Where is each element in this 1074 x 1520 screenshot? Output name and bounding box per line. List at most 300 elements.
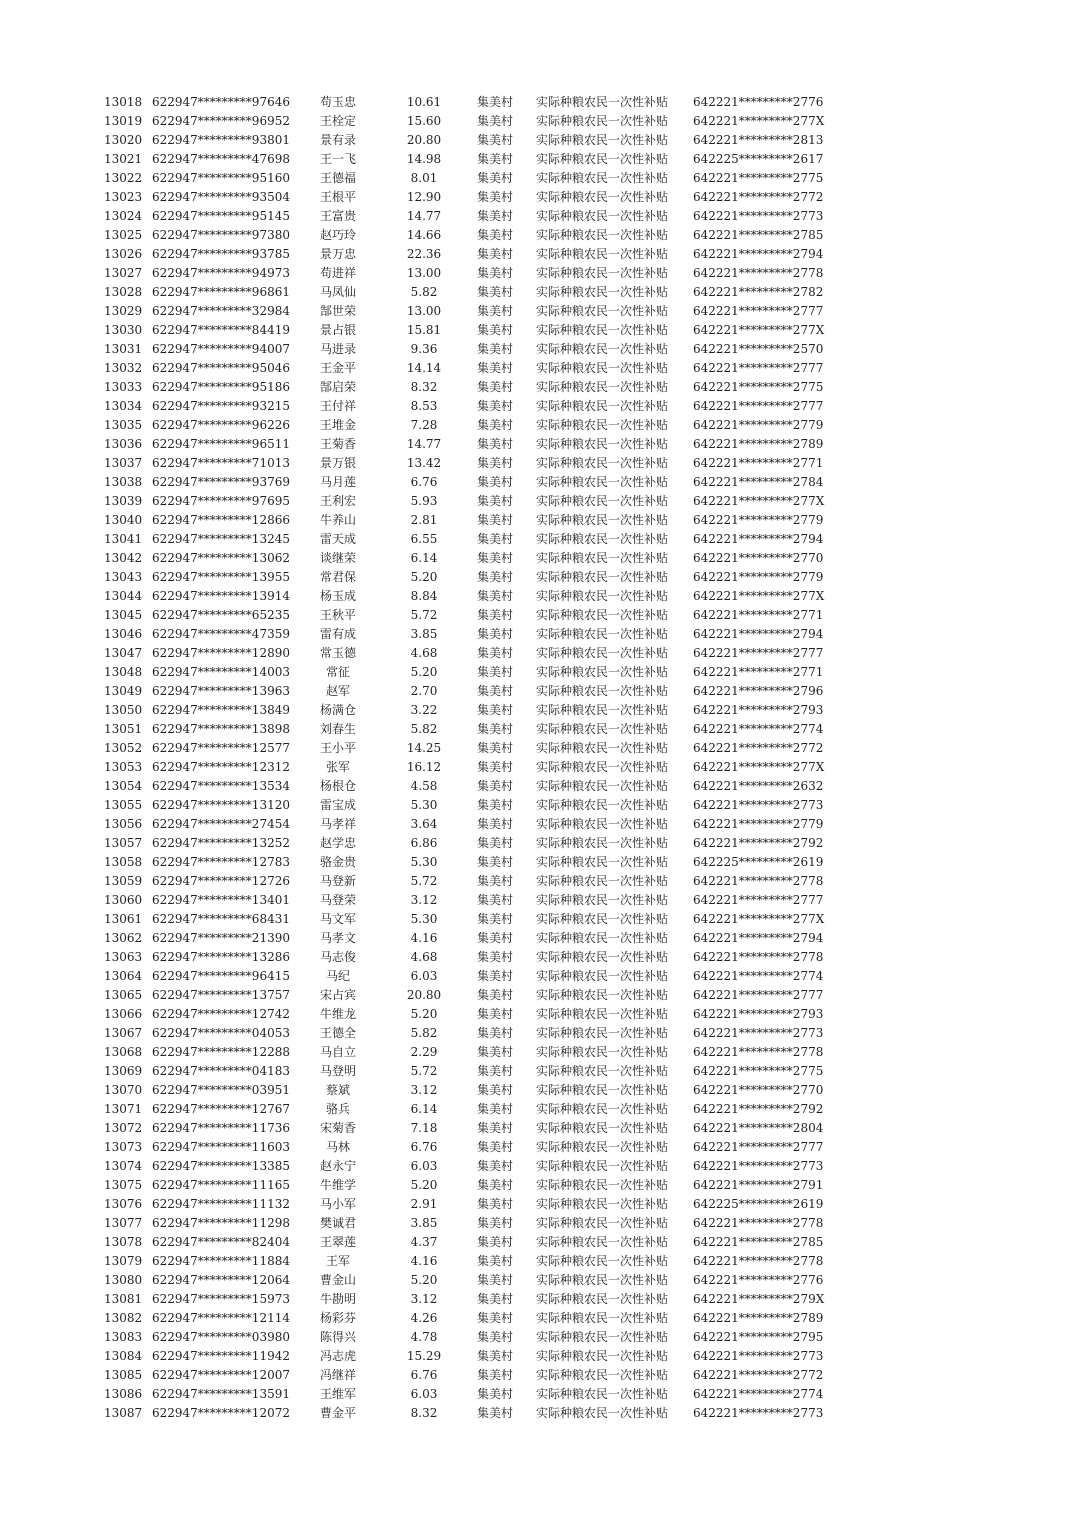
row-seq: 13048 <box>104 665 143 679</box>
table-row <box>0 530 1074 549</box>
row-id-number: 642221*********2774 <box>693 722 824 736</box>
row-amount: 5.30 <box>410 855 438 869</box>
row-id-number: 642221*********2794 <box>693 627 824 641</box>
row-village: 集美村 <box>477 1140 514 1154</box>
row-village: 集美村 <box>477 95 514 109</box>
row-amount: 4.26 <box>410 1311 438 1325</box>
table-row <box>0 321 1074 340</box>
row-amount: 5.82 <box>410 722 438 736</box>
row-id-number: 642221*********2770 <box>693 1083 824 1097</box>
table-row <box>0 188 1074 207</box>
row-subsidy-type: 实际种粮农民一次性补贴 <box>536 969 669 983</box>
table-row <box>0 454 1074 473</box>
row-amount: 12.90 <box>406 190 442 204</box>
row-subsidy-type: 实际种粮农民一次性补贴 <box>536 741 669 755</box>
row-id-number: 642221*********277X <box>693 912 825 926</box>
table-row <box>0 1290 1074 1309</box>
row-id-number: 642221*********2792 <box>693 1102 824 1116</box>
table-row <box>0 1005 1074 1024</box>
row-card-number: 622947*********13898 <box>152 722 290 736</box>
row-village: 集美村 <box>477 1026 514 1040</box>
row-seq: 13084 <box>104 1349 143 1363</box>
row-card-number: 622947*********27454 <box>152 817 290 831</box>
row-name: 杨根仓 <box>319 779 356 793</box>
row-name: 曹金山 <box>319 1273 356 1287</box>
row-amount: 3.12 <box>410 893 438 907</box>
row-id-number: 642221*********2773 <box>693 798 824 812</box>
row-id-number: 642225*********2619 <box>693 855 824 869</box>
row-amount: 14.77 <box>406 437 442 451</box>
row-card-number: 622947*********93769 <box>152 475 290 489</box>
row-village: 集美村 <box>477 1102 514 1116</box>
row-village: 集美村 <box>477 1387 514 1401</box>
row-name: 骆兵 <box>325 1102 350 1116</box>
row-name: 马登荣 <box>319 893 356 907</box>
table-row <box>0 93 1074 112</box>
row-subsidy-type: 实际种粮农民一次性补贴 <box>536 665 669 679</box>
row-amount: 15.60 <box>406 114 442 128</box>
table-row <box>0 492 1074 511</box>
row-seq: 13087 <box>104 1406 143 1420</box>
row-seq: 13057 <box>104 836 143 850</box>
row-card-number: 622947*********12577 <box>152 741 290 755</box>
row-id-number: 642221*********2804 <box>693 1121 824 1135</box>
row-subsidy-type: 实际种粮农民一次性补贴 <box>536 1102 669 1116</box>
row-seq: 13050 <box>104 703 143 717</box>
row-seq: 13055 <box>104 798 143 812</box>
row-village: 集美村 <box>477 114 514 128</box>
table-row <box>0 625 1074 644</box>
row-village: 集美村 <box>477 437 514 451</box>
row-village: 集美村 <box>477 893 514 907</box>
row-seq: 13025 <box>104 228 143 242</box>
row-card-number: 622947*********13286 <box>152 950 290 964</box>
row-name: 苟玉忠 <box>319 95 356 109</box>
row-village: 集美村 <box>477 209 514 223</box>
row-name: 王富贵 <box>319 209 356 223</box>
row-amount: 4.68 <box>410 950 438 964</box>
row-amount: 5.82 <box>410 285 438 299</box>
row-name: 马林 <box>325 1140 350 1154</box>
row-id-number: 642221*********2772 <box>693 741 824 755</box>
row-id-number: 642221*********2773 <box>693 1159 824 1173</box>
row-subsidy-type: 实际种粮农民一次性补贴 <box>536 380 669 394</box>
row-name: 雷宝成 <box>319 798 356 812</box>
row-card-number: 622947*********95186 <box>152 380 290 394</box>
row-subsidy-type: 实际种粮农民一次性补贴 <box>536 874 669 888</box>
table-row <box>0 663 1074 682</box>
row-name: 苟进祥 <box>319 266 356 280</box>
row-name: 王菊香 <box>319 437 356 451</box>
row-id-number: 642221*********2796 <box>693 684 824 698</box>
row-id-number: 642221*********277X <box>693 589 825 603</box>
row-seq: 13086 <box>104 1387 143 1401</box>
row-seq: 13045 <box>104 608 143 622</box>
row-seq: 13069 <box>104 1064 143 1078</box>
row-village: 集美村 <box>477 1007 514 1021</box>
table-row <box>0 226 1074 245</box>
row-card-number: 622947*********97695 <box>152 494 290 508</box>
row-village: 集美村 <box>477 798 514 812</box>
row-village: 集美村 <box>477 1083 514 1097</box>
row-id-number: 642221*********277X <box>693 114 825 128</box>
row-seq: 13037 <box>104 456 143 470</box>
row-village: 集美村 <box>477 627 514 641</box>
row-amount: 3.64 <box>410 817 438 831</box>
table-row <box>0 1138 1074 1157</box>
row-seq: 13059 <box>104 874 143 888</box>
row-village: 集美村 <box>477 950 514 964</box>
table-row <box>0 644 1074 663</box>
row-village: 集美村 <box>477 1178 514 1192</box>
table-row <box>0 1252 1074 1271</box>
row-seq: 13060 <box>104 893 143 907</box>
table-row <box>0 150 1074 169</box>
table-row <box>0 283 1074 302</box>
row-seq: 13027 <box>104 266 143 280</box>
row-id-number: 642221*********2778 <box>693 950 824 964</box>
row-name: 马孝文 <box>319 931 356 945</box>
row-id-number: 642221*********2772 <box>693 190 824 204</box>
row-village: 集美村 <box>477 323 514 337</box>
row-amount: 13.00 <box>406 266 442 280</box>
row-card-number: 622947*********68431 <box>152 912 290 926</box>
row-card-number: 622947*********04053 <box>152 1026 290 1040</box>
row-name: 王德全 <box>319 1026 356 1040</box>
row-id-number: 642221*********2794 <box>693 532 824 546</box>
row-name: 杨玉成 <box>319 589 356 603</box>
table-row <box>0 777 1074 796</box>
row-card-number: 622947*********12890 <box>152 646 290 660</box>
row-amount: 3.22 <box>410 703 438 717</box>
row-subsidy-type: 实际种粮农民一次性补贴 <box>536 570 669 584</box>
row-amount: 4.58 <box>410 779 438 793</box>
row-subsidy-type: 实际种粮农民一次性补贴 <box>536 589 669 603</box>
row-name: 赵巧玲 <box>319 228 356 242</box>
row-amount: 15.81 <box>406 323 442 337</box>
row-id-number: 642221*********2782 <box>693 285 824 299</box>
row-amount: 4.16 <box>410 931 438 945</box>
row-amount: 5.20 <box>410 570 438 584</box>
row-subsidy-type: 实际种粮农民一次性补贴 <box>536 190 669 204</box>
row-id-number: 642221*********2778 <box>693 874 824 888</box>
row-amount: 6.86 <box>410 836 438 850</box>
row-name: 马小军 <box>319 1197 356 1211</box>
row-id-number: 642221*********2777 <box>693 1140 824 1154</box>
row-village: 集美村 <box>477 779 514 793</box>
row-name: 曹金平 <box>319 1406 356 1420</box>
row-subsidy-type: 实际种粮农民一次性补贴 <box>536 931 669 945</box>
row-name: 牛维学 <box>319 1178 356 1192</box>
row-name: 景万忠 <box>319 247 356 261</box>
row-amount: 14.66 <box>406 228 442 242</box>
row-card-number: 622947*********12064 <box>152 1273 290 1287</box>
table-row <box>0 739 1074 758</box>
row-id-number: 642221*********2789 <box>693 1311 824 1325</box>
table-row <box>0 378 1074 397</box>
row-subsidy-type: 实际种粮农民一次性补贴 <box>536 760 669 774</box>
row-subsidy-type: 实际种粮农民一次性补贴 <box>536 323 669 337</box>
row-id-number: 642221*********2775 <box>693 380 824 394</box>
row-seq: 13081 <box>104 1292 143 1306</box>
row-name: 冯志虎 <box>319 1349 356 1363</box>
row-village: 集美村 <box>477 760 514 774</box>
row-id-number: 642221*********2777 <box>693 646 824 660</box>
row-id-number: 642221*********2774 <box>693 969 824 983</box>
row-village: 集美村 <box>477 342 514 356</box>
row-village: 集美村 <box>477 608 514 622</box>
row-card-number: 622947*********96226 <box>152 418 290 432</box>
table-row <box>0 264 1074 283</box>
row-id-number: 642221*********2771 <box>693 665 824 679</box>
row-village: 集美村 <box>477 1235 514 1249</box>
table-row <box>0 397 1074 416</box>
table-row <box>0 929 1074 948</box>
row-amount: 6.76 <box>410 1140 438 1154</box>
row-name: 蔡斌 <box>325 1083 350 1097</box>
row-name: 骆金贵 <box>319 855 356 869</box>
row-card-number: 622947*********03980 <box>152 1330 290 1344</box>
row-card-number: 622947*********96861 <box>152 285 290 299</box>
row-card-number: 622947*********47698 <box>152 152 290 166</box>
row-name: 郜世荣 <box>319 304 356 318</box>
table-row <box>0 1404 1074 1423</box>
row-amount: 15.29 <box>406 1349 442 1363</box>
row-card-number: 622947*********12742 <box>152 1007 290 1021</box>
row-amount: 4.68 <box>410 646 438 660</box>
row-amount: 14.77 <box>406 209 442 223</box>
table-row <box>0 302 1074 321</box>
row-village: 集美村 <box>477 1254 514 1268</box>
row-seq: 13068 <box>104 1045 143 1059</box>
row-subsidy-type: 实际种粮农民一次性补贴 <box>536 912 669 926</box>
table-row <box>0 1271 1074 1290</box>
row-village: 集美村 <box>477 456 514 470</box>
table-row <box>0 1100 1074 1119</box>
row-card-number: 622947*********12288 <box>152 1045 290 1059</box>
row-amount: 3.12 <box>410 1292 438 1306</box>
row-subsidy-type: 实际种粮农民一次性补贴 <box>536 1406 669 1420</box>
row-seq: 13065 <box>104 988 143 1002</box>
row-amount: 20.80 <box>406 133 442 147</box>
row-amount: 6.03 <box>410 969 438 983</box>
table-row <box>0 473 1074 492</box>
row-subsidy-type: 实际种粮农民一次性补贴 <box>536 285 669 299</box>
row-subsidy-type: 实际种粮农民一次性补贴 <box>536 1254 669 1268</box>
row-name: 王栓定 <box>319 114 356 128</box>
row-seq: 13058 <box>104 855 143 869</box>
row-id-number: 642221*********2785 <box>693 228 824 242</box>
row-id-number: 642221*********277X <box>693 494 825 508</box>
row-village: 集美村 <box>477 1121 514 1135</box>
row-amount: 4.78 <box>410 1330 438 1344</box>
row-seq: 13019 <box>104 114 143 128</box>
row-card-number: 622947*********13955 <box>152 570 290 584</box>
table-row <box>0 1119 1074 1138</box>
table-row <box>0 1062 1074 1081</box>
row-id-number: 642221*********2795 <box>693 1330 824 1344</box>
row-amount: 2.29 <box>410 1045 438 1059</box>
row-seq: 13024 <box>104 209 143 223</box>
row-name: 王付祥 <box>319 399 356 413</box>
row-name: 张军 <box>325 760 350 774</box>
row-name: 常玉德 <box>319 646 356 660</box>
row-name: 宋占宾 <box>319 988 356 1002</box>
row-seq: 13044 <box>104 589 143 603</box>
row-seq: 13054 <box>104 779 143 793</box>
row-village: 集美村 <box>477 665 514 679</box>
row-seq: 13033 <box>104 380 143 394</box>
row-id-number: 642221*********2771 <box>693 456 824 470</box>
row-subsidy-type: 实际种粮农民一次性补贴 <box>536 684 669 698</box>
row-subsidy-type: 实际种粮农民一次性补贴 <box>536 361 669 375</box>
row-village: 集美村 <box>477 418 514 432</box>
row-village: 集美村 <box>477 380 514 394</box>
row-seq: 13076 <box>104 1197 143 1211</box>
row-subsidy-type: 实际种粮农民一次性补贴 <box>536 779 669 793</box>
row-id-number: 642221*********2772 <box>693 1368 824 1382</box>
row-amount: 2.70 <box>410 684 438 698</box>
table-row <box>0 549 1074 568</box>
row-subsidy-type: 实际种粮农民一次性补贴 <box>536 266 669 280</box>
row-subsidy-type: 实际种粮农民一次性补贴 <box>536 1007 669 1021</box>
row-name: 赵永宁 <box>319 1159 356 1173</box>
row-village: 集美村 <box>477 684 514 698</box>
row-village: 集美村 <box>477 646 514 660</box>
row-amount: 13.00 <box>406 304 442 318</box>
row-subsidy-type: 实际种粮农民一次性补贴 <box>536 228 669 242</box>
row-card-number: 622947*********47359 <box>152 627 290 641</box>
table-row <box>0 1043 1074 1062</box>
row-village: 集美村 <box>477 817 514 831</box>
row-amount: 3.85 <box>410 1216 438 1230</box>
row-amount: 4.37 <box>410 1235 438 1249</box>
row-seq: 13039 <box>104 494 143 508</box>
row-card-number: 622947*********13963 <box>152 684 290 698</box>
row-subsidy-type: 实际种粮农民一次性补贴 <box>536 551 669 565</box>
row-subsidy-type: 实际种粮农民一次性补贴 <box>536 1349 669 1363</box>
row-amount: 16.12 <box>406 760 442 774</box>
row-subsidy-type: 实际种粮农民一次性补贴 <box>536 646 669 660</box>
row-name: 常征 <box>325 665 350 679</box>
row-subsidy-type: 实际种粮农民一次性补贴 <box>536 855 669 869</box>
row-subsidy-type: 实际种粮农民一次性补贴 <box>536 1235 669 1249</box>
table-row <box>0 796 1074 815</box>
row-seq: 13018 <box>104 95 143 109</box>
row-seq: 13043 <box>104 570 143 584</box>
row-village: 集美村 <box>477 494 514 508</box>
row-village: 集美村 <box>477 912 514 926</box>
row-amount: 6.14 <box>410 551 438 565</box>
subsidy-table <box>0 93 1074 1423</box>
row-card-number: 622947*********04183 <box>152 1064 290 1078</box>
row-village: 集美村 <box>477 1197 514 1211</box>
row-seq: 13071 <box>104 1102 143 1116</box>
row-name: 宋菊香 <box>319 1121 356 1135</box>
row-card-number: 622947*********11884 <box>152 1254 290 1268</box>
row-village: 集美村 <box>477 722 514 736</box>
row-amount: 5.30 <box>410 798 438 812</box>
row-seq: 13077 <box>104 1216 143 1230</box>
row-card-number: 622947*********15973 <box>152 1292 290 1306</box>
row-seq: 13021 <box>104 152 143 166</box>
row-id-number: 642221*********2771 <box>693 608 824 622</box>
row-card-number: 622947*********93785 <box>152 247 290 261</box>
row-name: 冯继祥 <box>319 1368 356 1382</box>
row-seq: 13049 <box>104 684 143 698</box>
row-name: 马纪 <box>325 969 350 983</box>
row-village: 集美村 <box>477 1368 514 1382</box>
row-id-number: 642221*********2776 <box>693 95 824 109</box>
row-id-number: 642221*********2777 <box>693 399 824 413</box>
row-card-number: 622947*********95046 <box>152 361 290 375</box>
row-card-number: 622947*********14003 <box>152 665 290 679</box>
row-amount: 5.20 <box>410 1273 438 1287</box>
table-row <box>0 1385 1074 1404</box>
row-seq: 13061 <box>104 912 143 926</box>
table-row <box>0 1176 1074 1195</box>
row-seq: 13023 <box>104 190 143 204</box>
row-seq: 13026 <box>104 247 143 261</box>
row-seq: 13034 <box>104 399 143 413</box>
row-village: 集美村 <box>477 969 514 983</box>
row-id-number: 642221*********2779 <box>693 513 824 527</box>
row-name: 马志俊 <box>319 950 356 964</box>
row-name: 王德福 <box>319 171 356 185</box>
row-seq: 13079 <box>104 1254 143 1268</box>
row-name: 王小平 <box>319 741 356 755</box>
row-subsidy-type: 实际种粮农民一次性补贴 <box>536 171 669 185</box>
row-subsidy-type: 实际种粮农民一次性补贴 <box>536 95 669 109</box>
row-seq: 13064 <box>104 969 143 983</box>
row-card-number: 622947*********13120 <box>152 798 290 812</box>
row-subsidy-type: 实际种粮农民一次性补贴 <box>536 1330 669 1344</box>
row-subsidy-type: 实际种粮农民一次性补贴 <box>536 1045 669 1059</box>
row-card-number: 622947*********84419 <box>152 323 290 337</box>
row-name: 常君保 <box>319 570 356 584</box>
table-row <box>0 340 1074 359</box>
row-card-number: 622947*********13849 <box>152 703 290 717</box>
row-seq: 13056 <box>104 817 143 831</box>
row-name: 陈得兴 <box>319 1330 356 1344</box>
row-seq: 13031 <box>104 342 143 356</box>
row-name: 景占银 <box>319 323 356 337</box>
table-row <box>0 834 1074 853</box>
row-amount: 8.32 <box>410 1406 438 1420</box>
table-row <box>0 1081 1074 1100</box>
row-card-number: 622947*********12114 <box>152 1311 290 1325</box>
row-id-number: 642221*********2777 <box>693 893 824 907</box>
row-seq: 13052 <box>104 741 143 755</box>
table-row <box>0 435 1074 454</box>
row-name: 王军 <box>325 1254 350 1268</box>
row-amount: 7.18 <box>410 1121 438 1135</box>
row-amount: 5.72 <box>410 874 438 888</box>
row-name: 杨彩芬 <box>319 1311 356 1325</box>
row-village: 集美村 <box>477 171 514 185</box>
row-amount: 6.03 <box>410 1387 438 1401</box>
row-subsidy-type: 实际种粮农民一次性补贴 <box>536 342 669 356</box>
row-card-number: 622947*********12866 <box>152 513 290 527</box>
row-amount: 3.85 <box>410 627 438 641</box>
row-amount: 10.61 <box>406 95 442 109</box>
row-card-number: 622947*********71013 <box>152 456 290 470</box>
row-village: 集美村 <box>477 570 514 584</box>
row-amount: 8.53 <box>410 399 438 413</box>
row-id-number: 642221*********2793 <box>693 1007 824 1021</box>
row-name: 景万银 <box>319 456 356 470</box>
row-seq: 13047 <box>104 646 143 660</box>
